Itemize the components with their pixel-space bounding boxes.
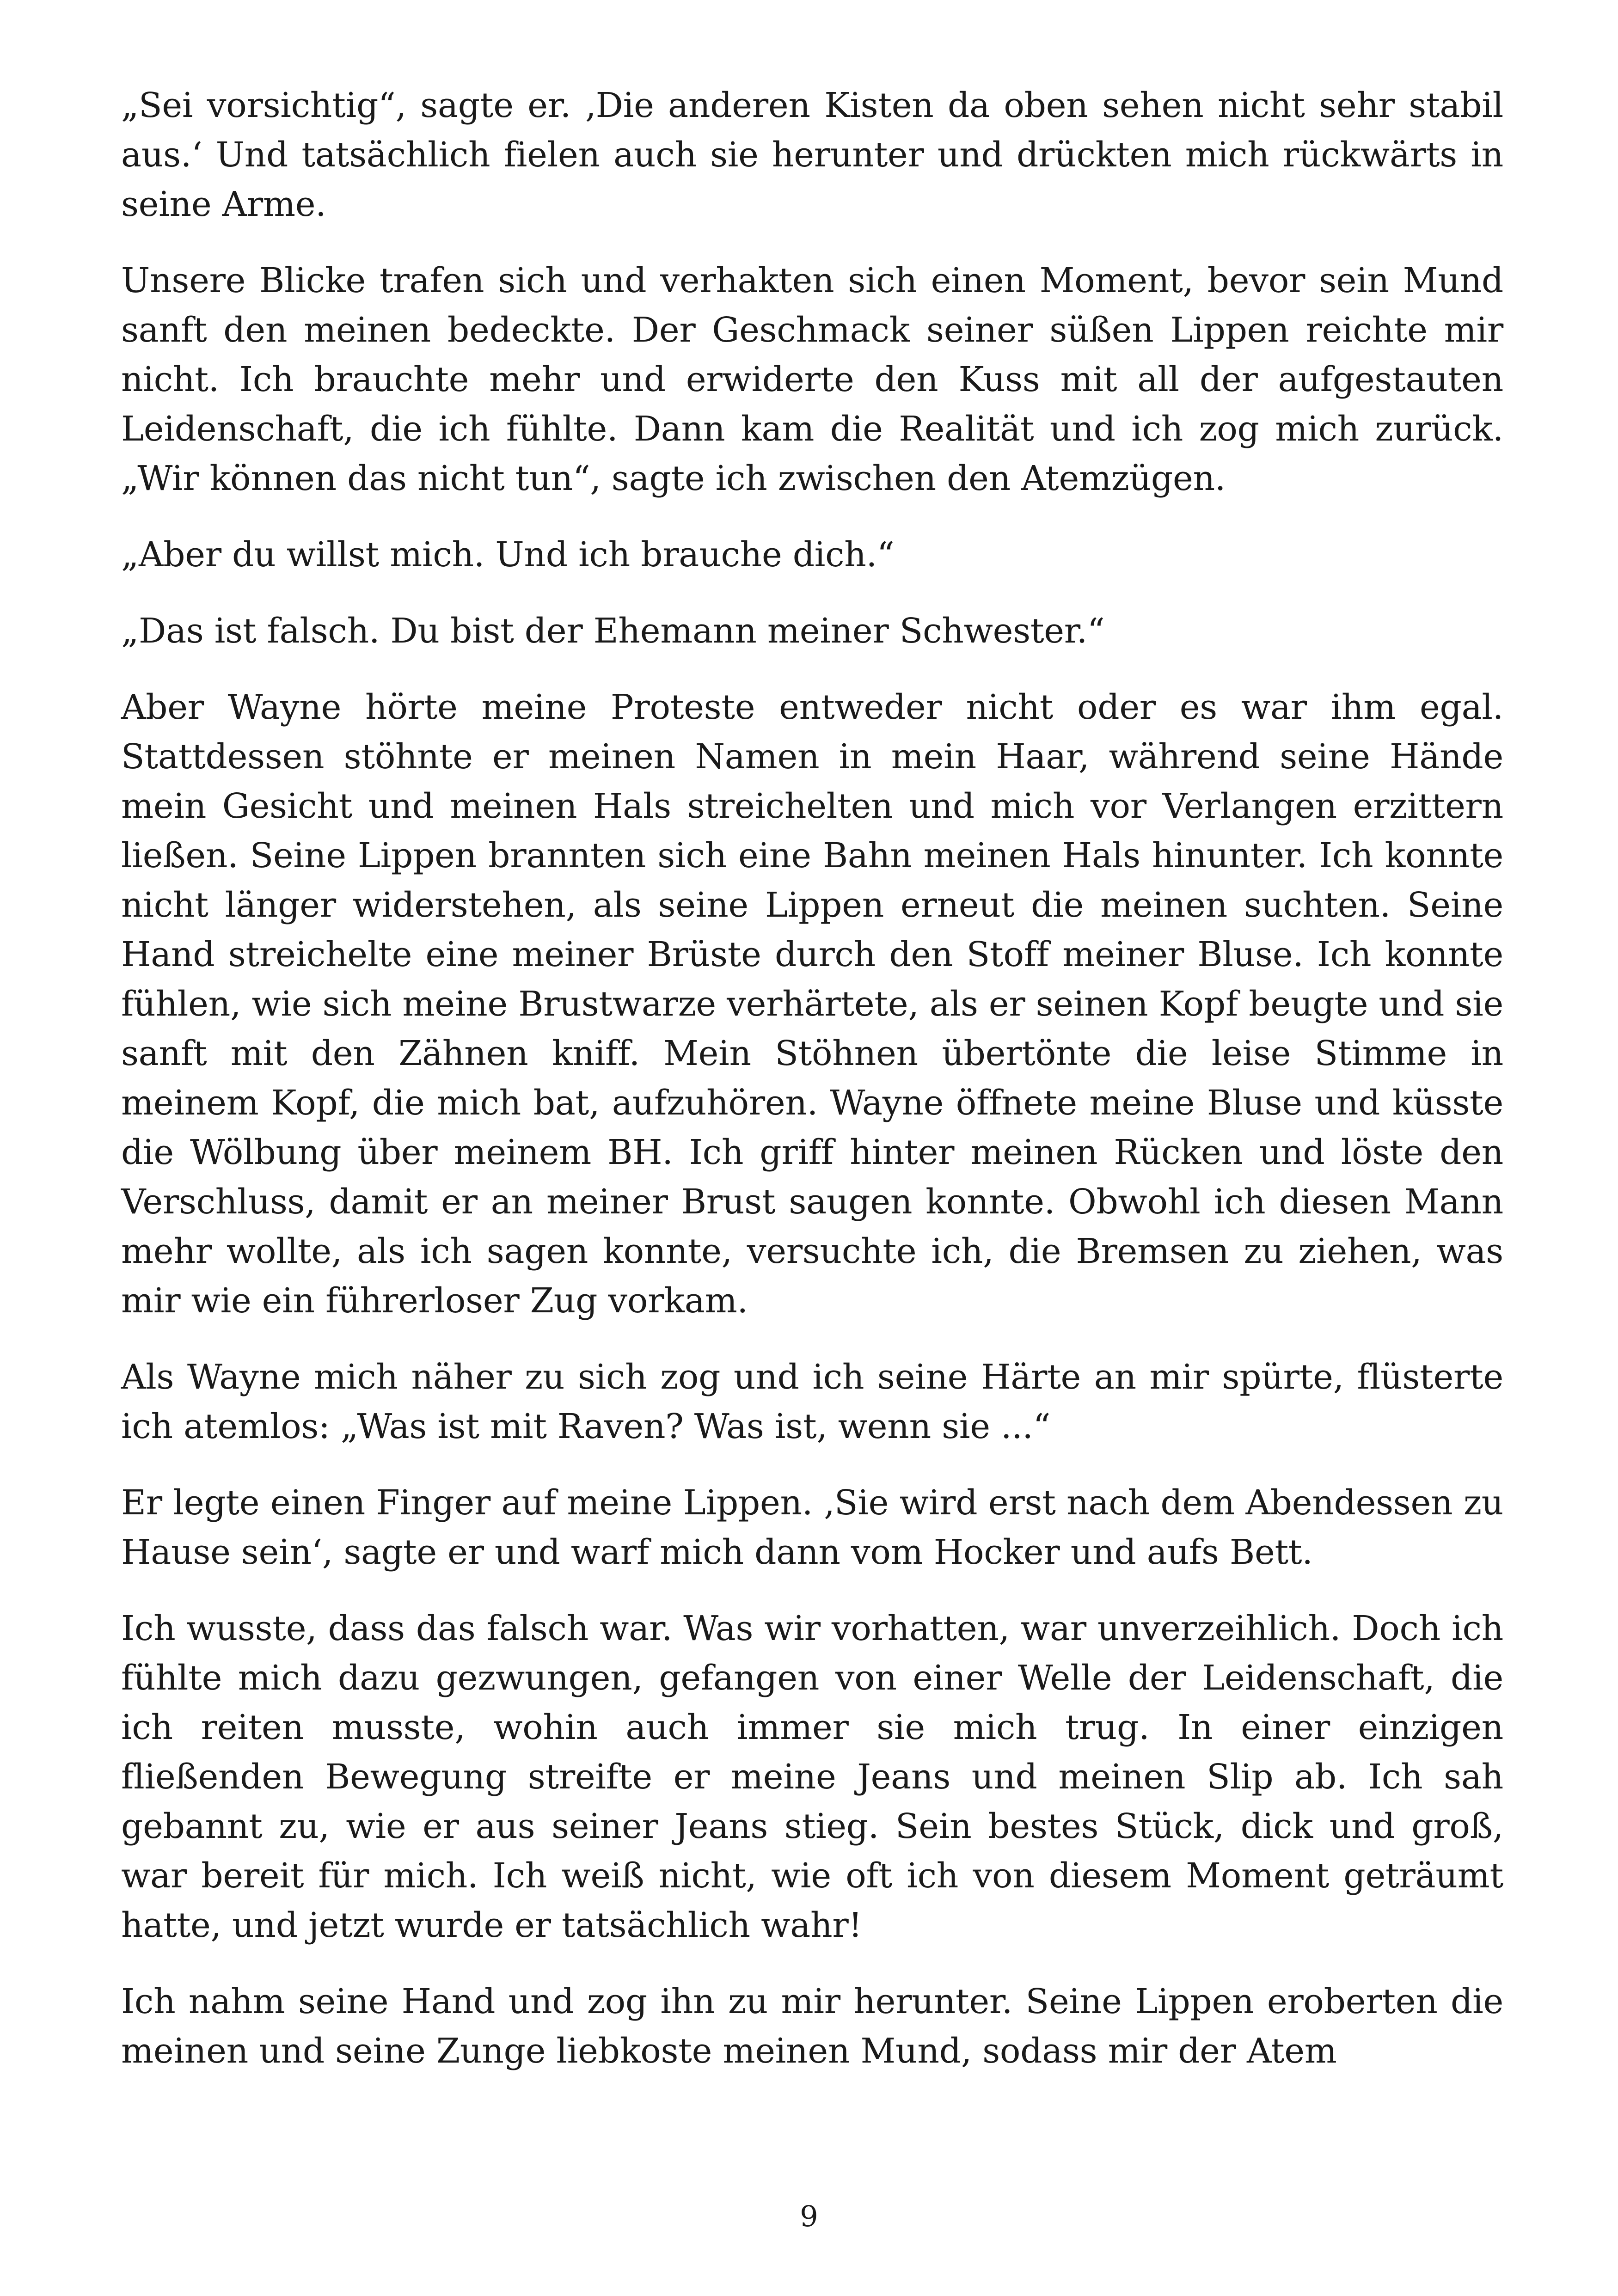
page-number: 9 — [800, 2199, 818, 2233]
paragraph: Als Wayne mich näher zu sich zog und ich seine Härte an mir spürte, flüsterte ich atemlos: „Was ist mit Raven? Was ist, wenn sie ...“ — [121, 1357, 1503, 1446]
paragraph: „Das ist falsch. Du bist der Ehemann meiner Schwester.“ — [121, 611, 1105, 651]
paragraph: Unsere Blicke trafen sich und verhakten sich einen Moment, bevor sein Mund sanft den meinen bedeckte. Der Geschmack seiner süßen Lippen reichte mir nicht. Ich brauchte mehr und erwiderte den Kuss mit all der aufgestauten Leidenschaft, die ich fühlte. Dann kam die Realität und ich zog mich zurück. „Wir können das nicht tun“, sagte ich zwischen den Atemzügen. — [121, 261, 1503, 498]
paragraph: Er legte einen Finger auf meine Lippen. ‚Sie wird erst nach dem Abendessen zu Hause sein‘, sagte er und warf mich dann vom Hocker und aufs Bett. — [121, 1483, 1503, 1572]
page-body — [121, 81, 1503, 2103]
paragraph: Aber Wayne hörte meine Proteste entweder nicht oder es war ihm egal. Stattdessen stöhnte er meinen Namen in mein Haar, während seine Hände mein Gesicht und meinen Hals streichelten und mich vor Verlangen erzittern ließen. Seine Lippen brannten sich eine Bahn meinen Hals hinunter. Ich konnte nicht länger widerstehen, als seine Lippen erneut die meinen suchten. Seine Hand streichelte eine meiner Brüste durch den Stoff meiner Bluse. Ich konnte fühlen, wie sich meine Brustwarze verhärtete, als er seinen Kopf beugte und sie sanft mit den Zähnen kniff. Mein Stöhnen übertönte die leise Stimme in meinem Kopf, die mich bat, aufzuhören. Wayne öffnete meine Bluse und küsste die Wölbung über meinem BH. Ich griff hinter meinen Rücken und löste den Verschluss, damit er an meiner Brust saugen konnte. Obwohl ich diesen Mann mehr wollte, als ich sagen konnte, versuchte ich, die Bremsen zu ziehen, was mir wie ein führerloser Zug vorkam. — [121, 687, 1503, 1321]
paragraph: „Aber du willst mich. Und ich brauche dich.“ — [121, 535, 895, 575]
paragraph: Ich wusste, dass das falsch war. Was wir vorhatten, war unverzeihlich. Doch ich fühlte mich dazu gezwungen, gefangen von einer Welle der Leidenschaft, die ich reiten musste, wohin auch immer sie mich trug. In einer einzigen fließenden Bewegung streifte er meine Jeans und meinen Slip ab. Ich sah gebannt zu, wie er aus seiner Jeans stieg. Sein bestes Stück, dick und groß, war bereit für mich. Ich weiß nicht, wie oft ich von diesem Moment geträumt hatte, und jetzt wurde er tatsächlich wahr! — [121, 1609, 1503, 1945]
paragraph: „Sei vorsichtig“, sagte er. ‚Die anderen Kisten da oben sehen nicht sehr stabil aus.‘ Und tatsächlich fielen auch sie herunter und drückten mich rückwärts in seine Arme. — [121, 86, 1503, 224]
paragraph: Ich nahm seine Hand und zog ihn zu mir herunter. Seine Lippen eroberten die meinen und seine Zunge liebkoste meinen Mund, sodass mir der Atem — [121, 1982, 1503, 2071]
